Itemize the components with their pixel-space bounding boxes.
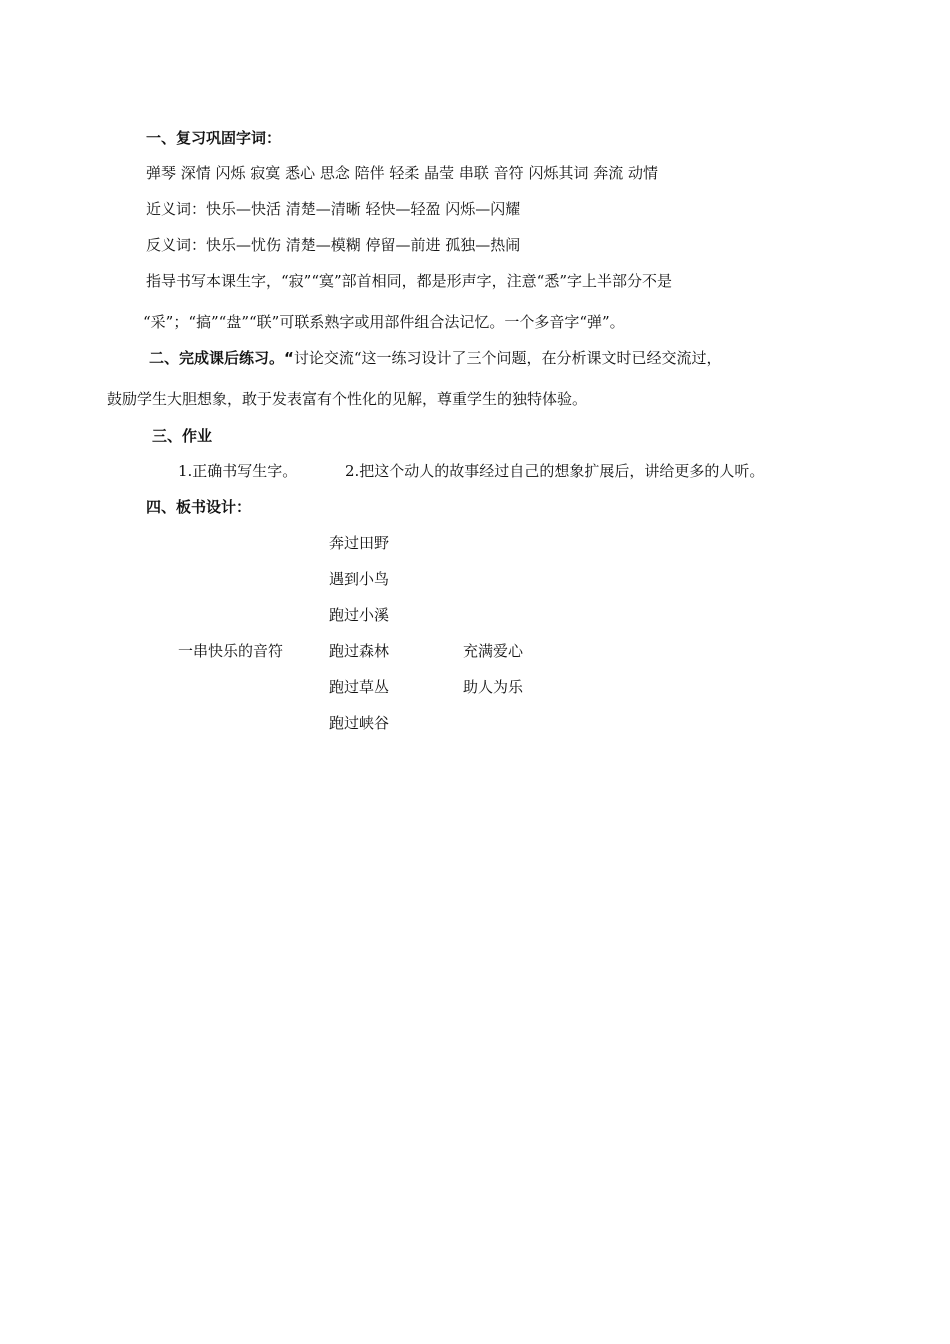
board-middle-item: 奔过田野 [329,534,390,552]
board-middle-item: 跑过小溪 [329,606,390,624]
section4-heading: 四、板书设计： [146,498,252,516]
board-middle-item: 跑过草丛 [329,678,390,696]
section2-text-line1: 讨论交流“这一练习设计了三个问题，在分析课文时已经交流过， [293,349,722,367]
section2-heading: 二、完成课后练习。“ [149,349,294,367]
board-middle-item: 遇到小鸟 [329,570,390,588]
section2-text-line2: 鼓励学生大胆想象，敢于发表富有个性化的见解，尊重学生的独特体验。 [107,390,588,408]
homework-item-1: 1.正确书写生字。 [178,462,298,480]
synonyms-line: 近义词：快乐—快活 清楚—清晰 轻快—轻盈 闪烁—闪耀 [146,200,521,218]
review-words: 弹琴 深情 闪烁 寂寞 悉心 思念 陪伴 轻柔 晶莹 串联 音符 闪烁其词 奔流 动情 [146,164,658,182]
board-right-item: 充满爱心 [463,642,524,660]
board-middle-item: 跑过森林 [329,642,390,660]
board-middle-item: 跑过峡谷 [329,714,390,732]
section1-heading: 一、复习巩固字词： [146,129,282,147]
antonyms-line: 反义词：快乐—忧伤 清楚—模糊 停留—前进 孤独—热闹 [146,236,521,254]
section3-heading: 三、作业 [152,427,213,445]
writing-guide-line1: 指导书写本课生字，“寂”“寞”部首相同，都是形声字，注意“悉”字上半部分不是 [146,272,673,290]
board-right-item: 助人为乐 [463,678,524,696]
section2-paragraph-line1 [149,348,722,368]
board-center-label: 一串快乐的音符 [178,642,284,660]
writing-guide-line2: “采”；“搞”“盘”“联”可联系熟字或用部件组合法记忆。一个多音字“弹”。 [143,313,625,331]
homework-item-2: 2.把这个动人的故事经过自己的想象扩展后，讲给更多的人听。 [345,462,765,480]
